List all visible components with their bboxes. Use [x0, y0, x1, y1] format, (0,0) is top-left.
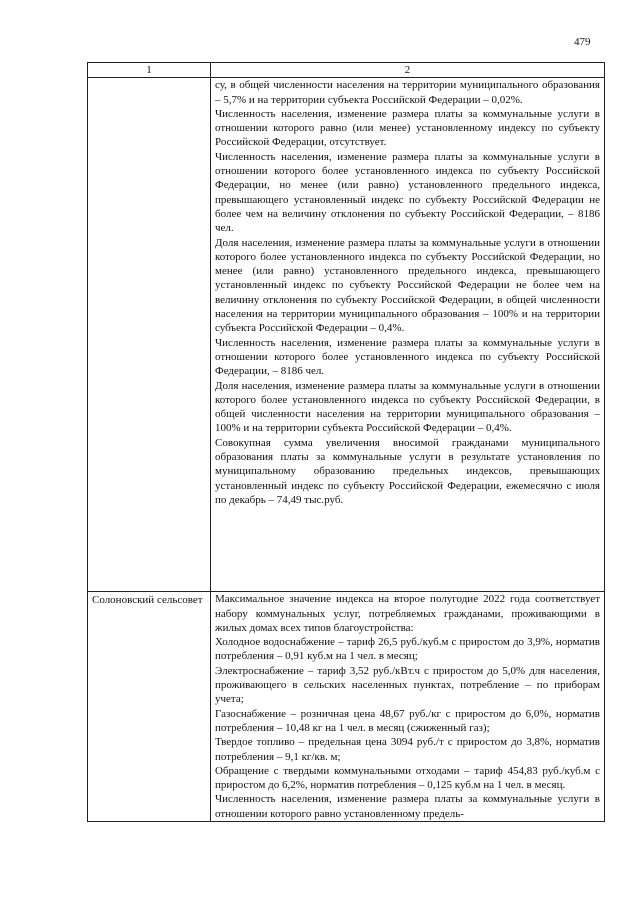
paragraph: Численность населения, изменение размера платы за коммунальные услуги в отношении которого равно установленному предель- — [215, 793, 600, 820]
document-table — [87, 62, 605, 822]
page-number: 479 — [574, 36, 591, 48]
paragraph: Совокупная сумма увеличения вносимой гражданами муниципального образования платы за коммунальные услуги в результате установления по муниципальному образованию предельных индексов, превышающих установленный индекс по субъекту Российской Федерации, ежемесячно с июля по декабрь – 74,49 тыс.руб. — [215, 436, 600, 506]
table-header-row — [88, 63, 605, 78]
paragraph: Газоснабжение – розничная цена 48,67 руб./кг с приростом до 6,0%, норматив потребления – 10,48 кг на 1 чел. в месяц (сжиженный газ); — [215, 707, 600, 734]
paragraph: Холодное водоснабжение – тариф 26,5 руб./куб.м с приростом до 3,9%, норматив потребления – 0,91 куб.м на 1 чел. в месяц; — [215, 636, 600, 663]
paragraph: Численность населения, изменение размера платы за коммунальные услуги в отношении которого более установленного индекса по субъекту Российской Федерации, – 8186 чел. — [215, 336, 600, 378]
paragraph: су, в общей численности населения на территории муниципального образования – 5,7% и на территории субъекта Российской Федерации – 0,02%. — [215, 79, 600, 106]
paragraph: Максимальное значение индекса на второе полугодие 2022 года соответствует набору коммунальных услуг, потребляемых гражданами, проживающими в жилых домах всех типов благоустройства: — [215, 593, 600, 634]
column-header-1: 1 — [88, 63, 211, 78]
paragraph: Доля населения, изменение размера платы за коммунальные услуги в отношении которого более установленного индекса по субъекту Российской Федерации, но менее (или равно) установленного предельного индекса, превышающего установленный индекс по субъекту Российской Федерации не более чем на величину отклонения по субъекту Российской Федерации, в общей численности населения на территории муниципального образования – 100% и на территории субъекта Российской Федерации – 0,4%. — [215, 236, 600, 335]
paragraph: Численность населения, изменение размера платы за коммунальные услуги в отношении которого равно (или менее) установленному индексу по субъекту Российской Федерации, отсутствует. — [215, 107, 600, 149]
paragraph: Доля населения, изменение размера платы за коммунальные услуги в отношении которого более установленного индекса по субъекту Российской Федерации, в общей численности населения на территории муниципального образования – 100% и на территории субъекта Российской Федерации – 0,4%. — [215, 379, 600, 435]
table-row — [88, 78, 605, 592]
row-text — [211, 592, 605, 822]
municipality-label: Солоновский сельсовет — [88, 592, 211, 822]
row-text — [211, 78, 605, 592]
column-header-2: 2 — [211, 63, 605, 78]
municipality-label — [88, 78, 211, 592]
paragraph: Электроснабжение – тариф 3,52 руб./кВт.ч с приростом до 5,0% для населения, проживающего в сельских населенных пунктах, потребление – по приборам учета; — [215, 664, 600, 706]
paragraph: Твердое топливо – предельная цена 3094 руб./т с приростом до 3,8%, норматив потребления – 9,1 кг/кв. м; — [215, 736, 600, 763]
paragraph: Обращение с твердыми коммунальными отходами – тариф 454,83 руб./куб.м с приростом до 6,2%, норматив потребления – 0,125 куб.м на 1 чел. в месяц. — [215, 764, 600, 792]
table-row — [88, 592, 605, 822]
paragraph: Численность населения, изменение размера платы за коммунальные услуги в отношении которого более установленного индекса по субъекту Российской Федерации, но менее (или равно) установленного предельного индекса, превышающего установленный индекс по субъекту Российской Федерации не более чем на величину отклонения по субъекту Российской Федерации, – 8186 чел. — [215, 150, 600, 235]
